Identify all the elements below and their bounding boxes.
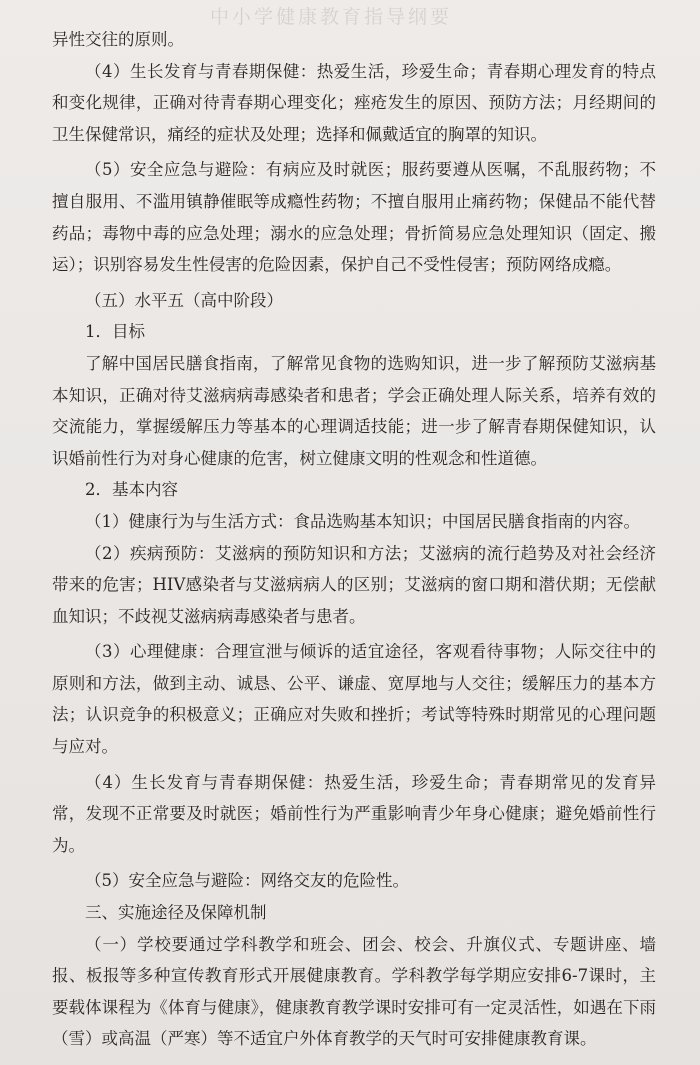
paragraph-safety-level5: （5）安全应急与避险：网络交友的危险性。 bbox=[85, 871, 409, 891]
paragraph-continuation: 异性交往的原则。 bbox=[52, 30, 184, 49]
paragraph-growth-health-level4: （4）生长发育与青春期保健：热爱生活，珍爱生命；青春期心理发育的特点和变化规律，正确对待青春期心理变化；痤疮发生的原因、预防方法；月经期间的卫生保健常识，痛经的症状及处理；选择和佩戴适宜的胸罩的知识。 bbox=[52, 61, 656, 144]
paragraph-mental-health: （3）心理健康：合理宣泄与倾诉的适宜途径，客观看待事物；人际交往中的原则和方法，做到主动、诚恳、公平、谦虚、宽厚地与人交往；缓解压力的基本方法；认识竞争的积极意义；正确应对失败和挫折；考试等特殊时期常见的心理问题与应对。 bbox=[52, 642, 656, 757]
paragraph-implementation-1: （一）学校要通过学科教学和班会、团会、校会、升旗仪式、专题讲座、墙报、板报等多种宣传教育形式开展健康教育。学科教学每学期应安排6-7课时，主要载体课程为《体育与健康》，健康教育教学课时安排可有一定灵活性，如遇在下雨（雪）或高温（严寒）等不适宜户外体育教学的天气时可安排健康教育课。 bbox=[52, 934, 656, 1049]
paragraph-safety-level4: （5）安全应急与避险：有病应及时就医；服药要遵从医嘱，不乱服药物；不擅自服用、不滥用镇静催眠等成瘾性药物；不擅自服用止痛药物；保健品不能代替药品；毒物中毒的应急处理；溺水的应急处理；骨折简易应急处理知识（固定、搬运）；识别容易发生性侵害的危险因素，保护自己不受性侵害；预防网络成瘾。 bbox=[52, 160, 656, 275]
heading-implementation: 三、实施途径及保障机制 bbox=[85, 903, 267, 923]
bleed-through-header: 中小学健康教育指导纲要 bbox=[210, 6, 453, 28]
paragraph-disease-prevention: （2）疾病预防：艾滋病的预防知识和方法；艾滋病的流行趋势及对社会经济带来的危害；HIV感染者与艾滋病病人的区别；艾滋病的窗口期和潜伏期；无偿献血知识；不歧视艾滋病病毒感染者与患者。 bbox=[52, 543, 656, 626]
heading-basic-content: 2．基本内容 bbox=[85, 480, 178, 500]
paragraph-growth-health-level5: （4）生长发育与青春期保健：热爱生活，珍爱生命；青春期常见的发育异常，发现不正常要及时就医；婚前性行为严重影响青少年身心健康；避免婚前性行为。 bbox=[52, 772, 656, 855]
paragraph-health-behavior: （1）健康行为与生活方式：食品选购基本知识；中国居民膳食指南的内容。 bbox=[85, 511, 640, 531]
heading-level5: （五）水平五（高中阶段） bbox=[85, 290, 283, 310]
heading-goals: 1．目标 bbox=[85, 322, 145, 342]
paragraph-goals: 了解中国居民膳食指南，了解常见食物的选购知识，进一步了解预防艾滋病基本知识，正确对待艾滋病病毒感染者和患者；学会正确处理人际关系，培养有效的交流能力，掌握缓解压力等基本的心理调适技能；进一步了解青春期保健知识，认识婚前性行为对身心健康的危害，树立健康文明的性观念和性道德。 bbox=[52, 353, 656, 468]
